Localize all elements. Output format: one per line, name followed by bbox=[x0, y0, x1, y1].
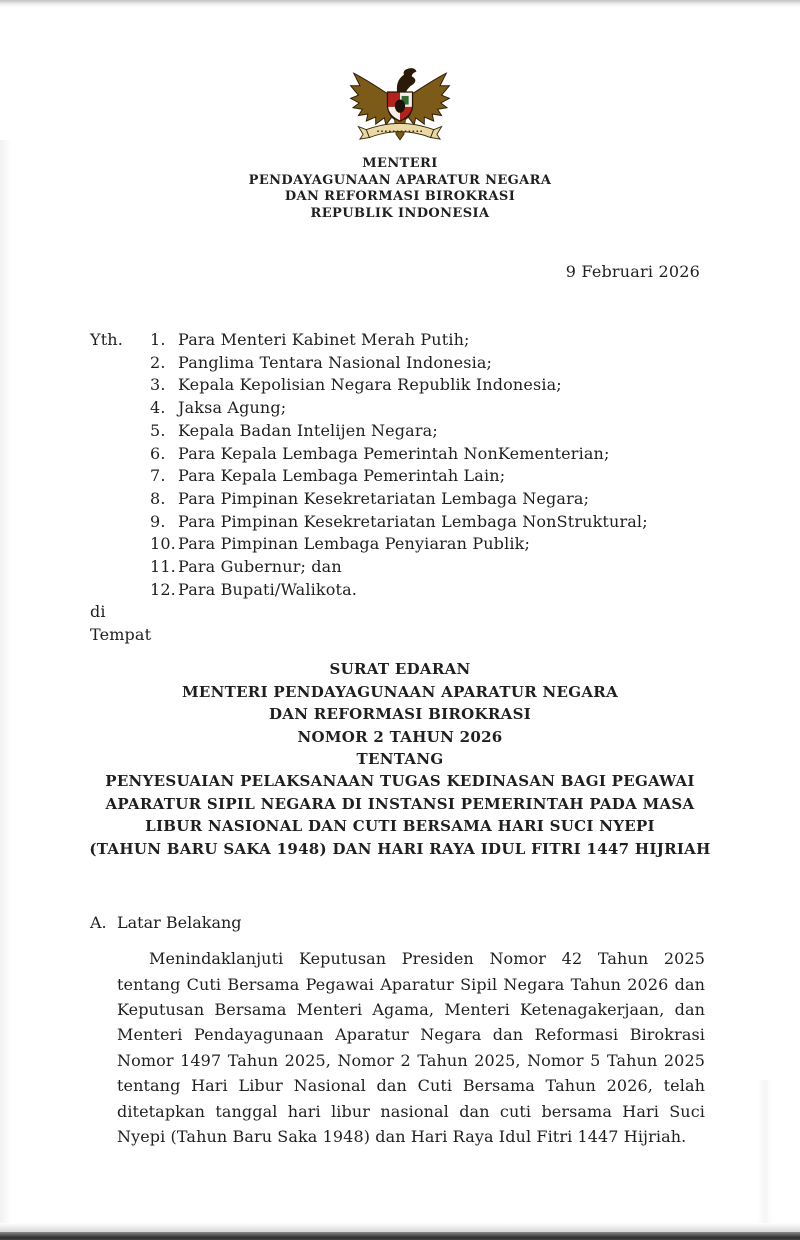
salutation: Yth. bbox=[90, 330, 123, 349]
garuda-pancasila-icon bbox=[349, 54, 451, 152]
section-heading bbox=[90, 912, 705, 934]
scan-edge-bottom-dark bbox=[0, 1232, 800, 1240]
addressee-item: 3. Kepala Kepolisian Negara Republik Indonesia; bbox=[150, 375, 562, 395]
letterhead-line: DAN REFORMASI BIROKRASI bbox=[284, 189, 516, 204]
letterhead bbox=[0, 156, 800, 222]
addressee-item: 5. Kepala Badan Intelijen Negara; bbox=[150, 420, 438, 440]
addressee-item: 7. Para Kepala Lembaga Pemerintah Lain; bbox=[150, 466, 506, 486]
addressee-item: 12. Para Bupati/Walikota. bbox=[150, 579, 358, 599]
addressee-list bbox=[150, 329, 648, 601]
addressee-item: 8. Para Pimpinan Kesekretariatan Lembaga Negara; bbox=[150, 488, 590, 508]
addressee-block bbox=[90, 329, 705, 646]
subject-line: (TAHUN BARU SAKA 1948) DAN HARI RAYA IDUL FITRI 1447 HIJRIAH bbox=[89, 839, 711, 858]
section-label: A. bbox=[90, 913, 107, 933]
letter-date: 9 Februari 2026 bbox=[565, 262, 700, 281]
scan-edge-left bbox=[0, 140, 11, 1224]
letterhead-line: REPUBLIK INDONESIA bbox=[310, 205, 490, 221]
section-paragraph: Menindaklanjuti Keputusan Presiden Nomor 42 Tahun 2025 tentang Cuti Bersama Pegawai Aparatur Sipil Negara Tahun 2026 dan Keputusan Bersama Menteri Agama, Menteri Ketenagakerjaan, dan Menteri Pendayagunaan Aparatur Negara dan Reformasi Birokrasi Nomor 1497 Tahun 2025, Nomor 2 Tahun 2025, Nomor 5 Tahun 2025 tentang Hari Libur Nasional dan Cuti Bersama Tahun 2026, telah ditetapkan tanggal hari libur nasional dan cuti bersama Hari Suci Nyepi (Tahun Baru Saka 1948) dan Hari Raya Idul Fitri 1447 Hijriah. bbox=[117, 949, 705, 1146]
addressee-item: 9. Para Pimpinan Kesekretariatan Lembaga NonStruktural; bbox=[150, 511, 648, 531]
subject-line: APARATUR SIPIL NEGARA DI INSTANSI PEMERINTAH PADA MASA bbox=[105, 794, 695, 813]
section-latar-belakang bbox=[90, 912, 705, 1149]
addressee-item: 11. Para Gubernur; dan bbox=[150, 557, 342, 577]
section-heading-text: Latar Belakang bbox=[117, 913, 242, 933]
addressee-item: 1. Para Menteri Kabinet Merah Putih; bbox=[150, 330, 470, 349]
addressee-item: 2. Panglima Tentara Nasional Indonesia; bbox=[150, 352, 493, 372]
subject-line: PENYESUAIAN PELAKSANAAN TUGAS KEDINASAN BAGI PEGAWAI bbox=[105, 772, 695, 791]
document-title bbox=[0, 658, 800, 860]
scan-edge-bottom-light bbox=[0, 1223, 800, 1232]
title-line: TENTANG bbox=[356, 750, 444, 769]
addressee-item: 4. Jaksa Agung; bbox=[150, 398, 287, 418]
title-line: NOMOR 2 TAHUN 2026 bbox=[297, 727, 503, 746]
addressee-item: 10. Para Pimpinan Lembaga Penyiaran Publik; bbox=[150, 534, 530, 554]
title-line: SURAT EDARAN bbox=[329, 660, 471, 679]
scan-edge-top bbox=[0, 0, 800, 7]
letterhead-line: PENDAYAGUNAAN APARATUR NEGARA bbox=[248, 172, 552, 188]
subject-line: LIBUR NASIONAL DAN CUTI BERSAMA HARI SUCI NYEPI bbox=[145, 817, 655, 836]
scan-edge-right bbox=[758, 1080, 772, 1224]
title-line: DAN REFORMASI BIROKRASI bbox=[268, 705, 532, 724]
letterhead-line: MENTERI bbox=[362, 156, 438, 171]
addressee-place: di Tempat bbox=[90, 602, 152, 644]
addressee-item: 6. Para Kepala Lembaga Pemerintah NonKementerian; bbox=[150, 443, 610, 463]
title-line: MENTERI PENDAYAGUNAAN APARATUR NEGARA bbox=[181, 682, 619, 701]
